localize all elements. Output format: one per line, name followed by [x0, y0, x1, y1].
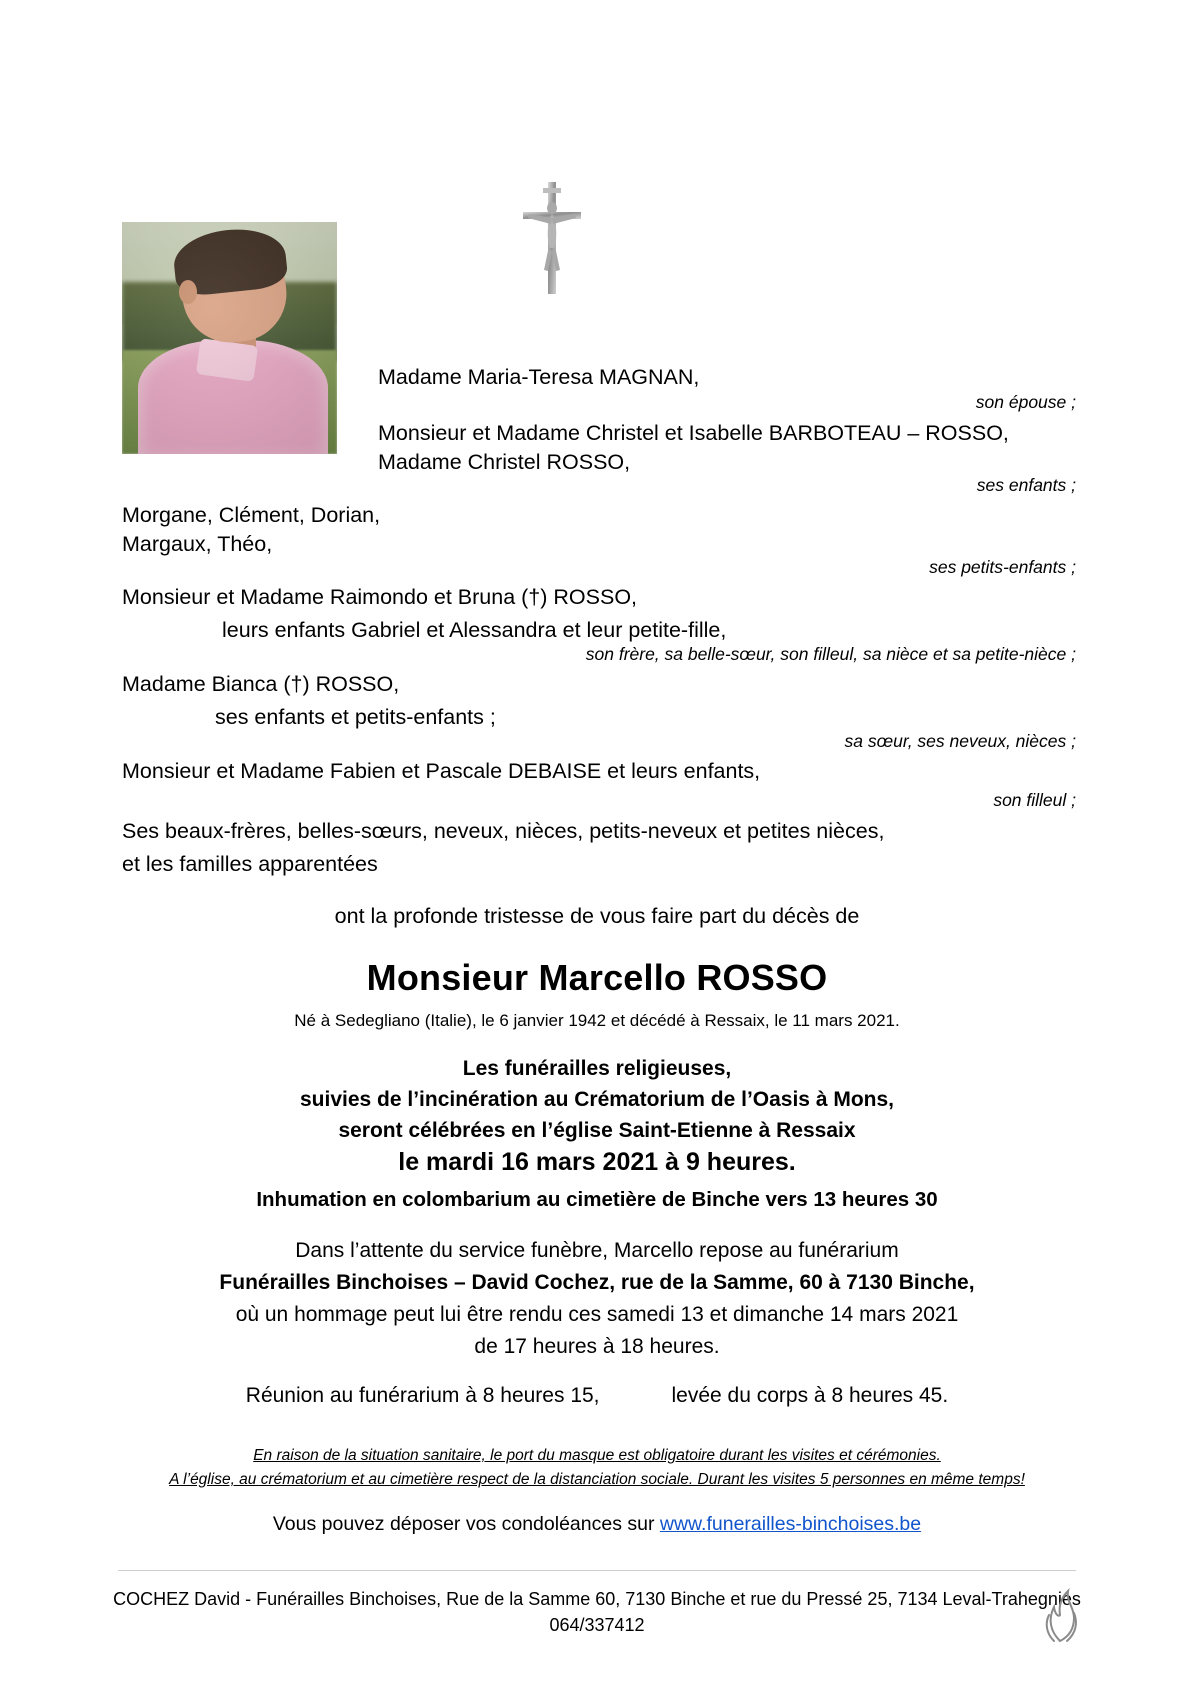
family-line-5: Margaux, Théo,: [122, 532, 273, 556]
gathering-right: levée du corps à 8 heures 45.: [671, 1384, 949, 1407]
family-line-8: Madame Bianca (†) ROSSO,: [122, 672, 400, 696]
family-role-5: sa sœur, ses neveux, nièces ;: [844, 731, 1076, 751]
condolences-link[interactable]: www.funerailles-binchoises.be: [659, 1513, 922, 1535]
family-line-12: et les familles apparentées: [122, 852, 378, 876]
footer-line-2: 064/337412: [549, 1615, 645, 1635]
condolences-line: [0, 1513, 1194, 1536]
ceremony-date: le mardi 16 mars 2021 à 9 heures.: [398, 1148, 796, 1176]
visitation-line-1: Dans l’attente du service funèbre, Marcello repose au funérarium: [295, 1239, 899, 1262]
family-role-3: ses petits-enfants ;: [929, 557, 1076, 577]
announcement-line: ont la profonde tristesse de vous faire part du décès de: [334, 904, 860, 928]
ceremony-inhumation: Inhumation en colombarium au cimetière de Binche vers 13 heures 30: [256, 1188, 938, 1211]
ceremony-line-3: seront célébrées en l’église Saint-Etienne à Ressaix: [338, 1119, 856, 1142]
family-line-10: Monsieur et Madame Fabien et Pascale DEBAISE et leurs enfants,: [122, 759, 761, 783]
crucifix-icon: [497, 178, 607, 298]
sanitary-notice-line-1: En raison de la situation sanitaire, le port du masque est obligatoire durant les visites et cérémonies.: [253, 1447, 941, 1464]
deceased-birth-death: Né à Sedegliano (Italie), le 6 janvier 1942 et décédé à Ressaix, le 11 mars 2021.: [294, 1011, 900, 1030]
family-role-6: son filleul ;: [993, 790, 1076, 810]
family-role-4: son frère, sa belle-sœur, son filleul, sa nièce et sa petite-nièce ;: [585, 644, 1076, 664]
family-line-7: leurs enfants Gabriel et Alessandra et leur petite-fille,: [222, 618, 727, 642]
family-line-2: Monsieur et Madame Christel et Isabelle BARBOTEAU – ROSSO,: [378, 421, 1009, 445]
photo-shading: [122, 222, 337, 454]
portrait-photo: [122, 222, 337, 454]
family-line-9: ses enfants et petits-enfants ;: [215, 705, 496, 729]
family-line-1: Madame Maria-Teresa MAGNAN,: [378, 365, 700, 389]
visitation-line-3: où un hommage peut lui être rendu ces samedi 13 et dimanche 14 mars 2021: [235, 1303, 959, 1326]
visitation-line-2: Funérailles Binchoises – David Cochez, rue de la Samme, 60 à 7130 Binche,: [219, 1271, 975, 1294]
deceased-name: Monsieur Marcello ROSSO: [366, 957, 828, 998]
ceremony-line-2: suivies de l’incinération au Crématorium de l’Oasis à Mons,: [299, 1088, 894, 1111]
family-role-2: ses enfants ;: [976, 475, 1076, 495]
family-line-4: Morgane, Clément, Dorian,: [122, 503, 381, 527]
family-role-1: son épouse ;: [975, 392, 1076, 412]
condolences-text: Vous pouvez déposer vos condoléances sur: [272, 1513, 660, 1535]
gathering-left: Réunion au funérarium à 8 heures 15,: [245, 1384, 600, 1407]
gathering-row: [0, 1384, 1194, 1408]
sanitary-notice-line-2: A l’église, au crématorium et au cimetière respect de la distanciation sociale. Durant les visites 5 personnes en même temps!: [169, 1471, 1025, 1488]
visitation-line-4: de 17 heures à 18 heures.: [474, 1335, 720, 1358]
ceremony-line-1: Les funérailles religieuses,: [462, 1057, 732, 1080]
flame-logo-icon: [1034, 1585, 1086, 1647]
family-line-3: Madame Christel ROSSO,: [378, 450, 631, 474]
footer-divider: [118, 1570, 1076, 1571]
family-line-11: Ses beaux-frères, belles-sœurs, neveux, nièces, petits-neveux et petites nièces,: [122, 819, 885, 843]
family-line-6: Monsieur et Madame Raimondo et Bruna (†) ROSSO,: [122, 585, 638, 609]
footer-line-1: COCHEZ David - Funérailles Binchoises, Rue de la Samme 60, 7130 Binche et rue du Pressé 25, 7134 Leval-Trahegnies: [113, 1589, 1081, 1609]
